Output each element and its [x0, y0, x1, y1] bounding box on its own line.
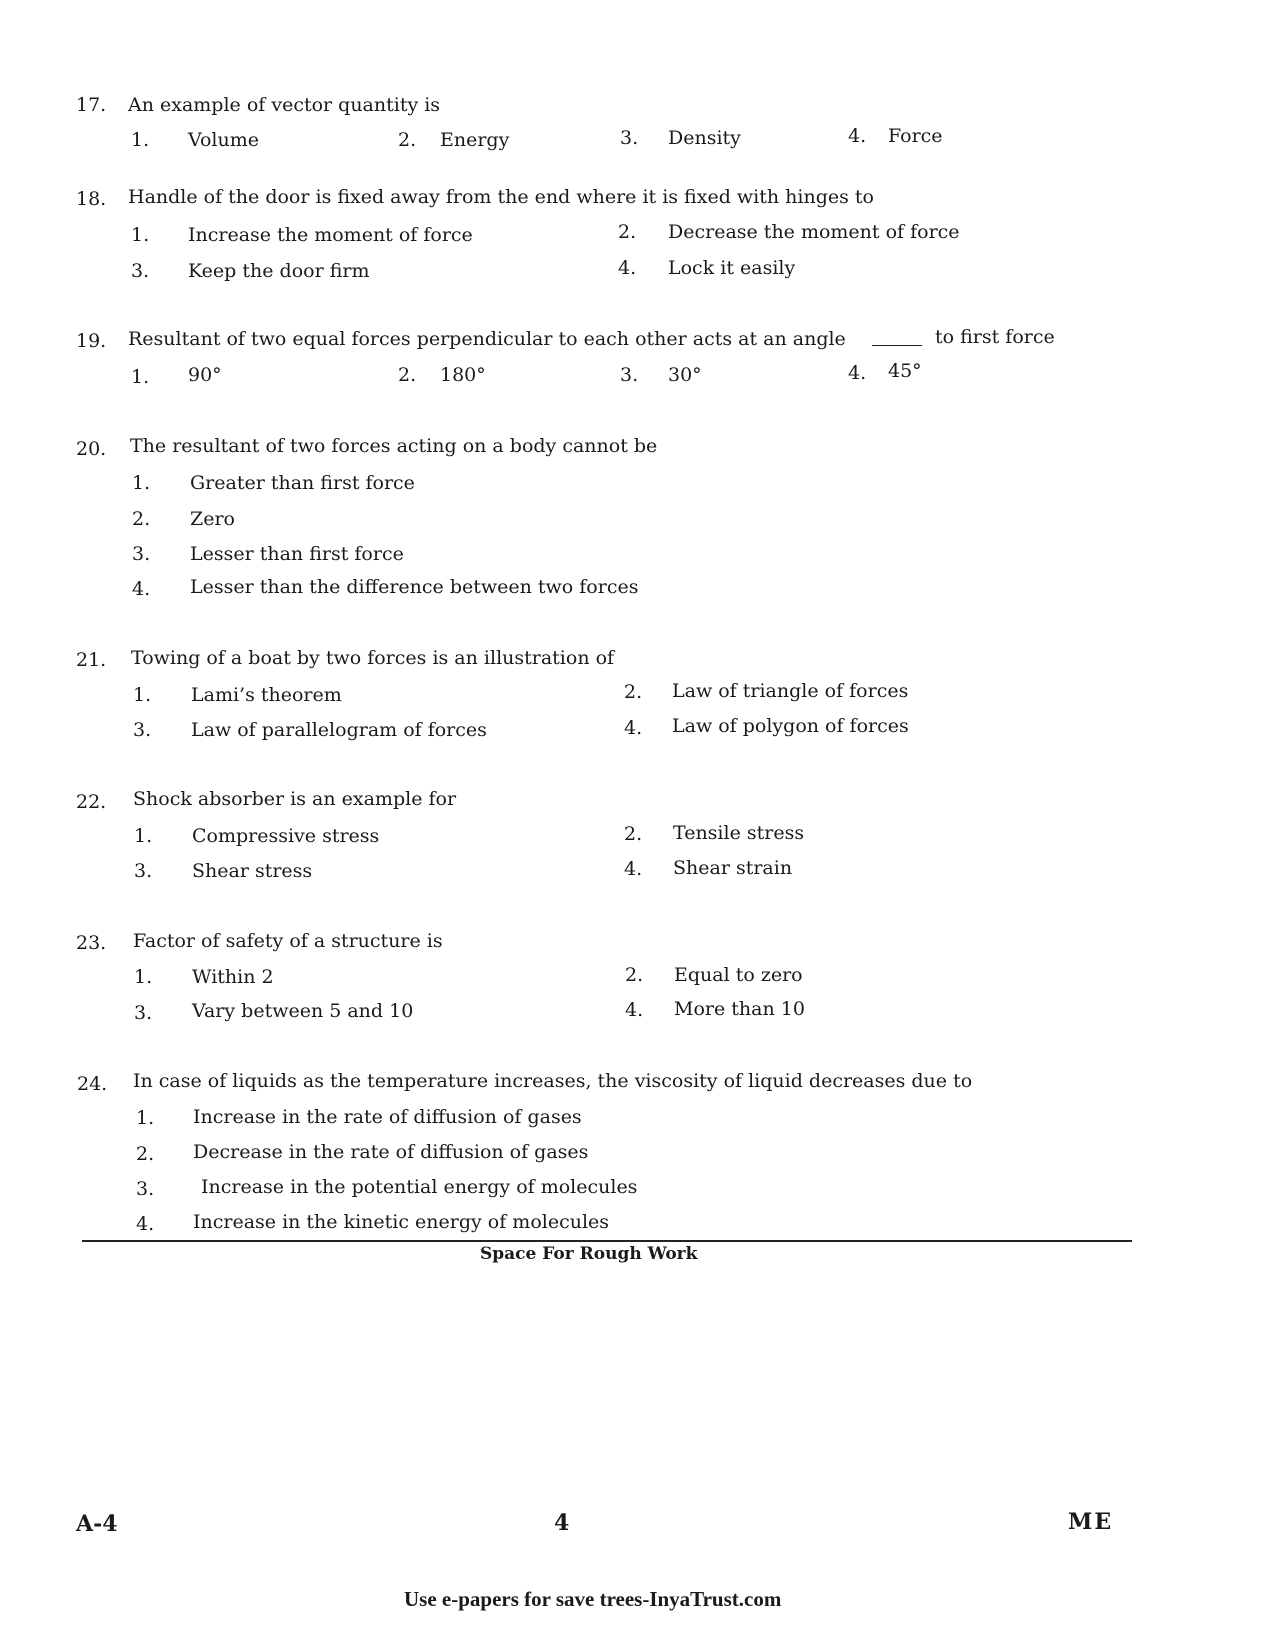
- option-text: Zero: [190, 508, 235, 530]
- option-number: 1.: [134, 966, 153, 988]
- option-number: 4.: [848, 125, 867, 147]
- option-text: Law of polygon of forces: [672, 715, 909, 737]
- question-number: 23.: [76, 932, 107, 954]
- option-number: 1.: [131, 129, 150, 151]
- option-number: 1.: [131, 224, 150, 246]
- question-text: Resultant of two equal forces perpendicular to each other acts at an angle: [128, 328, 846, 350]
- question-text: The resultant of two forces acting on a body cannot be: [130, 435, 658, 457]
- option-text: Energy: [440, 129, 510, 151]
- rough-work-divider: [82, 1240, 1132, 1242]
- question-number: 17.: [76, 94, 107, 116]
- option-number: 2.: [136, 1143, 155, 1165]
- option-number: 4.: [625, 999, 644, 1021]
- option-number: 1.: [133, 684, 152, 706]
- option-number: 3.: [131, 260, 150, 282]
- option-text: Within 2: [192, 966, 274, 988]
- option-number: 2.: [625, 964, 644, 986]
- question-text: Factor of safety of a structure is: [133, 930, 443, 952]
- option-number: 1.: [132, 472, 151, 494]
- option-number: 4.: [624, 717, 643, 739]
- option-text: 90°: [188, 364, 222, 386]
- option-text: Volume: [188, 129, 259, 151]
- website-note: Use e-papers for save trees-InyaTrust.com: [404, 1587, 782, 1611]
- option-number: 3.: [620, 127, 639, 149]
- option-text: Keep the door firm: [188, 260, 370, 282]
- option-number: 3.: [134, 1002, 153, 1024]
- option-text: Lesser than the difference between two forces: [190, 576, 639, 598]
- question-text: Shock absorber is an example for: [133, 788, 457, 810]
- booklet-code: A-4: [76, 1511, 118, 1537]
- option-text: 45°: [888, 360, 922, 382]
- option-text: Density: [668, 127, 741, 149]
- rough-work-label: Space For Rough Work: [480, 1244, 698, 1264]
- option-text: Greater than first force: [190, 472, 415, 494]
- question-text: Towing of a boat by two forces is an illustration of: [131, 647, 615, 669]
- page-number: 4: [554, 1510, 570, 1536]
- option-text: Lami’s theorem: [191, 684, 342, 706]
- option-number: 3.: [133, 719, 152, 741]
- option-text: 30°: [668, 364, 702, 386]
- option-number: 4.: [848, 362, 867, 384]
- option-text: Shear stress: [192, 860, 313, 882]
- option-number: 4.: [132, 578, 151, 600]
- option-text: Increase in the potential energy of molecules: [201, 1176, 638, 1198]
- question-number: 21.: [76, 649, 107, 671]
- option-number: 3.: [620, 364, 639, 386]
- option-text: Compressive stress: [192, 825, 380, 847]
- option-number: 2.: [624, 823, 643, 845]
- option-number: 4.: [618, 257, 637, 279]
- option-text: Lesser than first force: [190, 543, 404, 565]
- question-text: An example of vector quantity is: [128, 94, 441, 116]
- option-number: 1.: [134, 825, 153, 847]
- question-text: Handle of the door is fixed away from the end where it is fixed with hinges to: [128, 186, 874, 208]
- option-text: Tensile stress: [673, 822, 805, 844]
- option-number: 1.: [131, 366, 150, 388]
- question-number: 18.: [76, 188, 107, 210]
- option-number: 1.: [136, 1107, 155, 1129]
- option-text: Force: [888, 125, 943, 147]
- option-text: More than 10: [674, 998, 805, 1020]
- option-number: 2.: [618, 221, 637, 243]
- option-text: Equal to zero: [674, 964, 803, 986]
- option-text: Increase in the rate of diffusion of gases: [193, 1106, 582, 1128]
- option-number: 4.: [136, 1213, 155, 1235]
- question-number: 19.: [76, 330, 107, 352]
- option-text: Vary between 5 and 10: [192, 1000, 414, 1022]
- option-number: 3.: [134, 860, 153, 882]
- option-text: Increase the moment of force: [188, 224, 473, 246]
- question-number: 22.: [76, 791, 107, 813]
- option-text: Decrease in the rate of diffusion of gases: [193, 1141, 589, 1163]
- option-number: 3.: [136, 1178, 155, 1200]
- option-number: 4.: [624, 858, 643, 880]
- option-text: Decrease the moment of force: [668, 221, 960, 243]
- question-number: 24.: [77, 1073, 108, 1095]
- question-text-continued: to first force: [935, 326, 1055, 348]
- answer-blank: [872, 345, 922, 346]
- option-number: 2.: [624, 681, 643, 703]
- option-number: 2.: [398, 129, 417, 151]
- option-number: 2.: [132, 508, 151, 530]
- option-text: Increase in the kinetic energy of molecules: [193, 1211, 610, 1233]
- question-text: In case of liquids as the temperature increases, the viscosity of liquid decreases due to: [133, 1070, 973, 1092]
- option-number: 3.: [132, 543, 151, 565]
- option-text: 180°: [440, 364, 486, 386]
- option-number: 2.: [398, 364, 417, 386]
- option-text: Shear strain: [673, 857, 793, 879]
- option-text: Law of triangle of forces: [672, 680, 909, 702]
- option-text: Law of parallelogram of forces: [191, 719, 487, 741]
- question-number: 20.: [76, 438, 107, 460]
- subject-code: ME: [1068, 1509, 1114, 1535]
- option-text: Lock it easily: [668, 257, 796, 279]
